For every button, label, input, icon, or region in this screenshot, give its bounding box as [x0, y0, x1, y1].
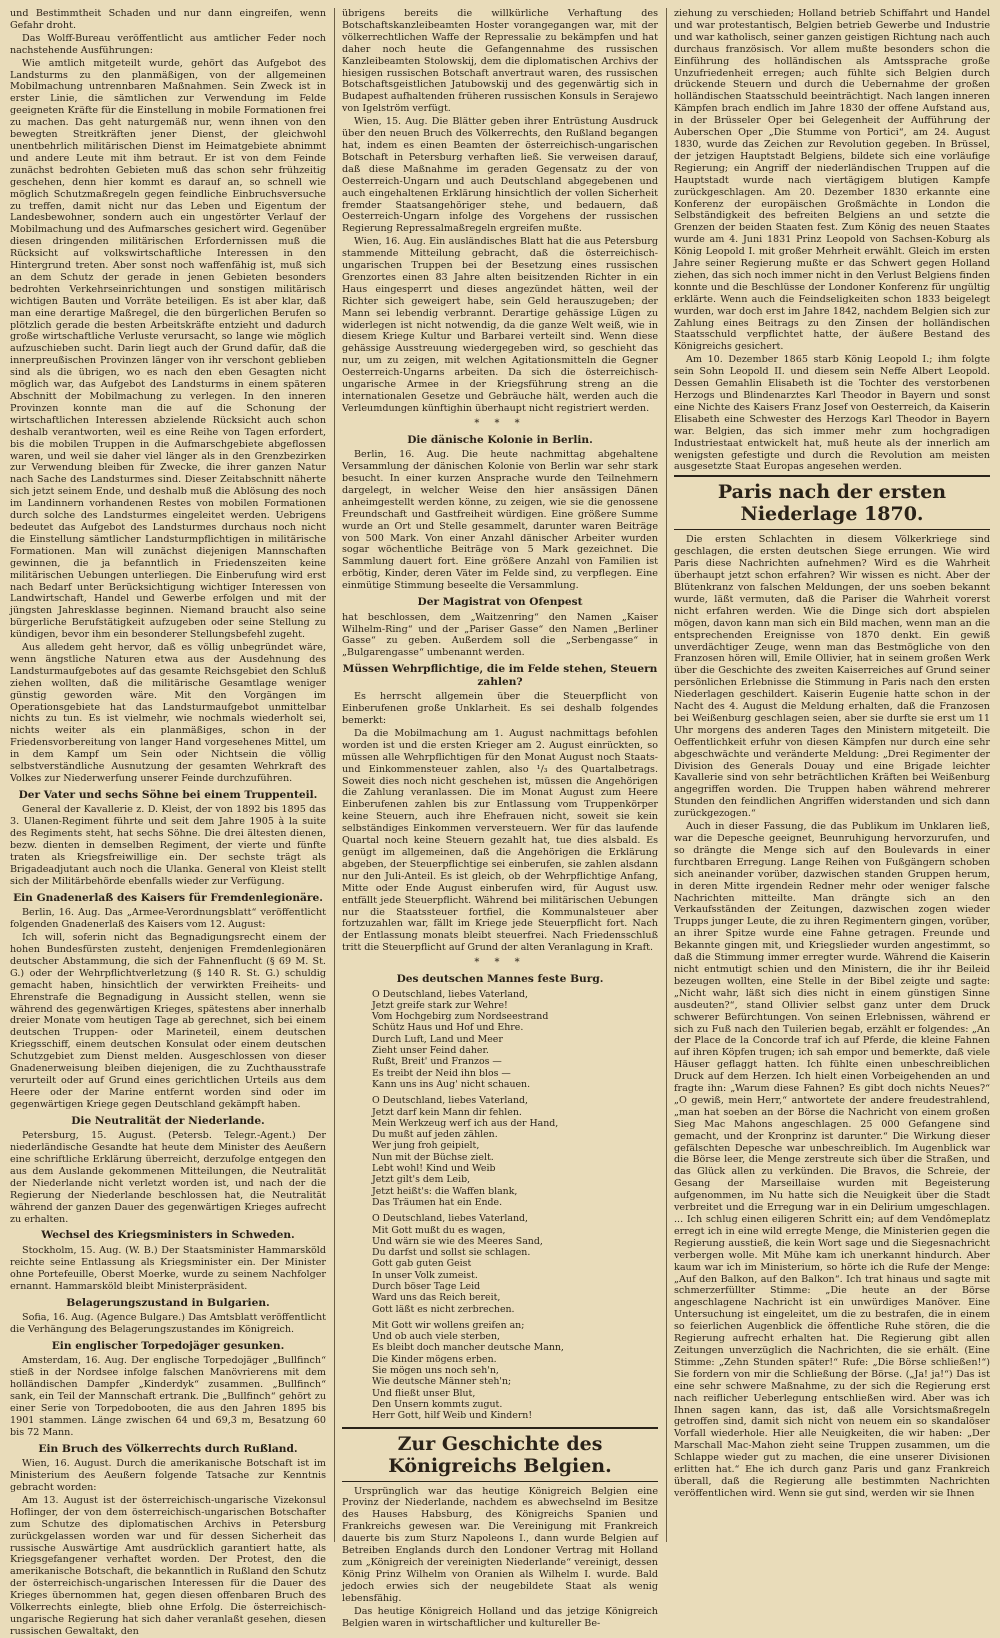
article-text: Wien, 16. Aug. Ein ausländisches Blatt hat die aus Petersburg stammende Mitteilung gebracht, daß die österreichisch-ungarischen Truppen bei der Besetzung eines russischen Grenzortes einen 83 Jahre alten beisitzenden Richter in ein Haus eingesperrt und dieses angezündet hätten, weil der Richter sich geweigert habe, sein Geld herauszugeben; der Mann sei lebendig verbrannt. Derartige gehässige Lügen zu widerlegen ist nicht notwendig, da die ganze Welt weiß, wie in diesem Kriege Kultur und Barbarei verteilt sind. Wenn diese gehässige Ausstreuung wiedergegeben wird, so geschieht das nur, um zu zeigen, mit welchen Agitationsmitteln die Gegner Oesterreich-Ungarns arbeiten. Da sich die österreichisch-ungarische Armee in der Kriegsführung streng an die internationalen Gesetze und Gebräuche hält, werden auch die Verleumdungen künftighin überhaupt nicht registriert werden. — [342, 236, 658, 414]
poem-line: Ward uns das Reich bereit, — [372, 1292, 501, 1304]
poem-stanza — [372, 1320, 658, 1422]
headline-daenische-kolonie: Die dänische Kolonie in Berlin. — [407, 433, 593, 446]
article-text: Berlin, 16. Aug. Das „Armee-Verordnungsblatt“ veröffentlicht folgenden Gnadenerlaß des Kaisers vom 12. August: — [10, 907, 326, 931]
poem-line: O Deutschland, liebes Vaterland, — [372, 1213, 529, 1225]
poem-line: Es treibt der Neid ihn blos — — [372, 1067, 511, 1079]
poem-line: In unser Volk zumeist. — [372, 1269, 478, 1281]
section-separator: * * * — [474, 417, 526, 429]
article-text: General der Kavallerie z. D. Kleist, der von 1892 bis 1895 das 3. Ulanen-Regiment führte und seit dem Jahre 1905 à la suite des Regiments steht, hat sechs Söhne. Die drei ältesten dienen, bezw. dienten in demselben Regiment, der vierte und fünfte traten als Kriegsfreiwillige ein. Der sechste trägt als Brigadeadjutant auch noch die Ulanka. General von Kleist stellt sich der Militärbehörde ebenfalls wieder zur Verfügung. — [10, 804, 326, 887]
section-separator: * * * — [474, 957, 526, 969]
poem-line: Durch Luft, Land und Meer — [372, 1033, 503, 1045]
article-text: und Bestimmtheit Schaden und nur dann eingreifen, wenn Gefahr droht. — [10, 8, 326, 31]
article-text: Wien, 15. Aug. Die Blätter geben ihrer Entrüstung Ausdruck über den neuen Bruch des Völkerrechts, den Rußland begangen hat, indem es einen Beamten der österreichisch-ungarischen Botschaft in Petersburg verhaften ließ. Sie verweisen darauf, daß diese Maßnahme im geraden Gegensatz zu der von Oesterreich-Ungarn und auch Deutschland abgegebenen und auch eingehaltenen Erklärung hinsichtlich der vollen Sicherheit fremder Staatsangehöriger stehe, und bedauern, daß Oesterreich-Ungarn infolge des Vorgehens der russischen Regierung Repressalmaßregeln ergreifen mußte. — [342, 116, 658, 235]
article-text: ziehung zu verschieden; Holland betrieb Schiffahrt und Handel und war protestantisch, Belgien betrieb Gewerbe und Industrie und war katholisch, seiner ganzen geistigen Richtung nach auch durchaus französisch. Vor allem mußte besonders schon die Einführung des holländischen als Amtssprache große Unzufriedenheit erregen; auch fühlte sich Belgien durch drückende Steuern und durch die Uebernahme der großen holländischen Staatsschuld beeinträchtigt. Nach langen inneren Kämpfen brach endlich im Jahre 1830 der offene Aufstand aus, in der Brüsseler Oper bei Gelegenheit der Aufführung der Auberschen Oper „Die Stumme von Portici“, am 24. August 1830, wurde das Zeichen zur Revolution gegeben. In Brüssel, der jetzigen Hauptstadt Belgiens, bildete sich eine vorläufige Regierung; ein Angriff der niederländischen Truppen auf die Hauptstadt wurde nach viertägigem blutigen Kampfe zurückgeschlagen. Am 20. Dezember 1830 erkannte eine Konferenz der europäischen Großmächte in London die Selbständigkeit des befreiten Belgiens an und setzte die Grenzen der beiden Staaten fest. Zum König des neuen Staates wurde am 4. Juni 1831 Prinz Leopold von Sachsen-Koburg als König Leopold I. mit großer Mehrheit erwählt. Gleich im ersten Jahre seiner Regierung mußte er das Schwert gegen Holland ziehen, das sich noch immer nicht in den Verlust Belgiens finden konnte und die Beschlüsse der Londoner Konferenz für ungültig erklärte. Wenn auch die Feindseligkeiten schon 1833 beigelegt wurden, war doch erst im Jahre 1842, nachdem Belgien sich zur Zahlung eines Beitrags zu den Zinsen der holländischen Staatsschuld verpflichtet hatte, der äußere Bestand des Königreichs gesichert. — [674, 8, 990, 353]
headline-kriegsminister: Wechsel des Kriegsministers in Schweden. — [41, 1229, 295, 1242]
article-text: Die ersten Schlachten in diesem Völkerkriege sind geschlagen, die ersten deutschen Siege errungen. Wie wird Paris diese Nachrichten aufnehmen? Wird es die Wahrheit überhaupt jetzt schon erfahren? Wir wissen es nicht. Aber der Blütenkranz von falschen Meldungen, der uns soeben bekannt wurde, läßt vermuten, daß die Pariser die Wahrheit vorerst nicht erfahren werden. Wie die Dinge sich dort abspielen mögen, davon kann man sich ein Bild machen, wenn man an die entsprechenden Ereignisse von 1870 denkt. Ein gewiß unverdächtiger Zeuge, wenn man das Bestmögliche von den Franzosen hören will, Emile Ollivier, hat in seinem großen Werk über die Geschichte des zweiten Kaiserreiches auf Grund seiner persönlichen Erlebnisse die Stimmung in Paris nach den ersten Niederlagen geschildert. Kaiserin Eugenie hatte schon in der Nacht des 4. August die Meldung erhalten, daß die Franzosen bei Weißenburg geschlagen seien, aber sie durfte sie erst um 11 Uhr morgens des anderen Tages den Ministern mitgeteilt. Die Oeffentlichkeit erfuhr von diesen Kämpfen nur durch eine sehr abgeschwächte und veränderte Meldung: „Drei Regimenter der Division des Generals Douay und eine Brigade leichter Kavallerie sind von sehr beträchtlichen Kräften bei Weißenburg angegriffen worden. Die Truppen haben während mehrerer Stunden den feindlichen Angriffen widerstanden und sich dann zurückgezogen.“ — [674, 534, 990, 820]
poem-line: Die Kinder mögens erben. — [372, 1353, 497, 1365]
poem-line: Du mußt auf jeden zählen. — [372, 1129, 498, 1141]
headline-magistrat: Der Magistrat von Ofenpest — [417, 596, 583, 609]
poem-line: O Deutschland, liebes Vaterland, — [372, 988, 529, 1000]
poem-line: Rußt, Breit' und Franzos — — [372, 1056, 502, 1068]
poem-line: Das Träumen hat ein Ende. — [372, 1196, 503, 1208]
article-text: Auch in dieser Fassung, die das Publikum im Unklaren ließ, war die Depesche geeignet, Beunruhigung hervorzurufen, und so drängte die Menge sich auf den Boulevards in einer furchtbaren Erregung. Lange Reihen von Fußgängern schoben sich aneinander vorüber, dazwischen standen Gruppen herum, in deren Mitte irgendein Redner mehr oder weniger falsche Nachrichten mitteilte. Man drängte sich an den Verkaufsständen der Zeitungen, dazwischen zogen wieder Trupps junger Leute, die zu ihren Regimentern gingen, vorüber, an ihrer Spitze wurde eine Fahne getragen. Freunde und Bekannte gingen mit, und Kriegslieder wurden angestimmt, so daß die Stimmung immer erregter wurde. Während die Kaiserin nicht entmutigt schien und den Ministern, die ihr ihr Beileid bezeugen wollten, eine Stelle in der Bibel zeigte und sagte: „Nicht wahr, läßt sich dies nicht in einem günstigen Sinne ausdeuten?“, stand Ollivier selbst ganz unter dem Druck schwerer Befürchtungen. Von seinen Erlebnissen, während er sich zu Fuß nach den Tuilerien begab, erzählt er folgendes: „An der Place de la Concorde traf ich auf Pferde, die kleine Fahnen auf ihren Köpfen trugen; ich sah empor und bemerkte, daß viele Häuser geflaggt hatten. Ich fühlte einen unbeschreiblichen Druck auf dem Herzen. Ich hielt einen Vorbeigehenden an und fragte ihn: „Warum diese Fahnen? Es gibt doch nichts Neues?“ „O gewiß, mein Herr,“ antwortete der andere freudestrahlend, „man hat soeben an der Börse die Nachricht von einem großen Sieg Mac Mahons angeschlagen. 25 000 Gefangene sind gemacht, und der Kronprinz ist darunter.“ Die Wirkung dieser gefälschten Depesche war unbeschreiblich. Im Augenblick war die Börse leer, die Menge zerstreute sich über die Straßen, und das Glück allen zu verkünden. Die Bravos, die Schreie, der Gesang der Marseillaise wurden mit Begeisterung aufgenommen, im Nu hatte sich die Neuigkeit über die Stadt verbreitet und die Erregung war in ein Delirium umgeschlagen. ... Ich schlug einen eiligeren Schritt ein; auf dem Vendômeplatz erregt ich in eine wild erregte Menge, die Ministerien gegen die Regierung ausstieß, die kein Wort sage und die Siegesnachricht verbergen wolle. Mit Mühe kam ich unerkannt hindurch. Aber kaum war ich im Ministerium, so hörte ich die Rufe der Menge: „Auf den Balkon, auf den Balkon“. Ich trat hinaus und sagte mit schmerzerfüllter Stimme: „Die heute an der Börse angeschlagene Nachricht ist ein unwürdiges Manöver. Eine Untersuchung ist eingeleitet, um die zu bestrafen, die in einem so feierlichen Augenblick die öffentliche Ruhe stören, die die Regierung aufrecht erhalten hat. Die Regierung gibt allen Zeitungen unverzüglich die Nachrichten, die sie erhält. (Eine Stimme: „Zehn Stunden später!“ Rufe: „Die Börse schließen!“) Sie fordern von mir die Schließung der Börse. („Ja! ja!“) Das ist eine sehr schwere Maßnahme, zu der sich die Regierung erst nach reiflicher Ueberlegung entschließen wird. Aber was ich Ihnen sagen kann, das ist, daß alle Vorsichtsmaßregeln getroffen sind, damit sich nicht von neuem ein so skandalöser Vorfall wiederhole. Hier alle Neuigkeiten, die wir haben: „Der Marschall Mac-Mahon zieht seine Truppen zusammen, um die Schlappe wieder gut zu machen, die eine unserer Divisionen erlitten hat.“ Ehe ich durch ganz Paris und ganz Frankreich überall, daß die Regierung alle bestimmten Nachrichten veröffentlichen wird. Wenn sie gut sind, werden wir sie Ihnen — [674, 821, 990, 1499]
headline-poem: Des deutschen Mannes feste Burg. — [396, 973, 604, 986]
article-text: Berlin, 16. Aug. Die heute nachmittag abgehaltene Versammlung der dänischen Kolonie von Berlin war sehr stark besucht. In einer kurzen Ansprache wurde den Teilnehmern dargelegt, in welcher Weise den hier ansässigen Dänen anheimgestellt werden könne, zu zeigen, wie sie die genossene Freundschaft und Gastfreiheit würdigen. Eine größere Summe wurde an Ort und Stelle gesammelt, darunter waren Beiträge von 500 Mark. Von einer Anzahl dänischer Arbeiter wurden sogar wöchentliche Beiträge von 5 Mark gezeichnet. Die Sammlung dauert fort. Eine größere Anzahl von Familien ist erbötig, Kinder, deren Väter im Felde sind, zu verpflegen. Eine einmütige Stimmung beseelte die Versammlung. — [342, 449, 658, 592]
poem-line: Jetzt darf kein Mann dir fehlen. — [372, 1106, 522, 1118]
poem-line: Sie mögen uns noch seh'n, — [372, 1365, 499, 1377]
poem-line: Mein Werkzeug werf ich aus der Hand, — [372, 1117, 559, 1129]
poem-line: Zieht unser Feind daher. — [372, 1045, 489, 1057]
poem-stanza — [372, 989, 658, 1091]
article-text: übrigens bereits die willkürliche Verhaftung des Botschaftskanzleibeamten Hoster vorangegangen war, mit der völkerrechtlichen Waffe der Repressalie zu bekämpfen und hat daher noch heute die Gefangennahme des russischen Kanzleibeamten Stolowskij, dem die diplomatischen Archivs der hiesigen russischen Botschaft anvertraut waren, des russischen Botschaftsgeistlichen Jatubowskij und des gegenwärtig sich in Budapest aufhaltenden früheren russischen Konsuls in Serajewo von Igelström verfügt. — [342, 8, 658, 115]
poem-line: Gott läßt es nicht zerbrechen. — [372, 1303, 515, 1315]
poem-line: Lebt wohl! Kind und Weib — [372, 1163, 496, 1175]
poem-line: Herr Gott, hilf Weib und Kindern! — [372, 1410, 533, 1422]
article-text: Am 10. Dezember 1865 starb König Leopold I.; ihm folgte sein Sohn Leopold II. und diesem sein Neffe Albert Leopold. Dessen Gemahlin Elisabeth ist die Tochter des verstorbenen Herzogs und Blindenarztes Karl Theodor in Bayern und sonst eine Nichte des Kaisers Franz Josef von Oesterreich, da Kaiserin Elisabeth eine Schwester des Herzogs Karl Theodor in Bayern war. Belgien, das sich immer mehr zum hochgradigen Industriestaat entwickelt hat, muß heute als der innerlich am wenigsten gefestigte und durch die Revolution am meisten ausgesetzte Staat Europas angesehen werden. — [674, 354, 990, 473]
poem-line: Jetzt gilt's dem Leib, — [372, 1174, 471, 1186]
article-text: Das Wolff-Bureau veröffentlicht aus amtlicher Feder noch nachstehende Ausführungen: — [10, 32, 326, 56]
poem-line: Und wärn sie wie des Meeres Sand, — [372, 1235, 543, 1247]
poem-line: Mit Gott mußt du es wagen, — [372, 1224, 506, 1236]
headline-gnadenerlass: Ein Gnadenerlaß des Kaisers für Fremdenlegionäre. — [13, 891, 323, 904]
article-text: Sofia, 16. Aug. (Agence Bulgare.) Das Amtsblatt veröffentlicht die Verhängung des Belagerungszustandes im Königreich. — [10, 1312, 326, 1335]
headline-paris-1870: Paris nach der ersten Niederlage 1870. — [674, 475, 990, 530]
article-text: Aus alledem geht hervor, daß es völlig unbegründet wäre, wenn ängstliche Naturen etwa aus der Ausdehnung des Landsturmaufgebotes auf das gesamte Reichsgebiet den Schluß ziehen wollten, daß die militärische Gesamtlage weniger günstig geworden wäre. Mit den Vorgängen im Operationsgebiete hat das Landsturmaufgebot unmittelbar nichts zu tun. Es ist vielmehr, wie nochmals wiederholt sei, nichts weiter als ein planmäßiges, schon in der Friedensvorbereitung von langer Hand vorgesehenes Mittel, um in dem Kampf um Sein oder Nichtsein die völlig selbstverständliche Ausnutzung der gesamten Wehrkraft des Volkes zur Niederwerfung unserer Feinde durchzuführen. — [10, 642, 326, 784]
poem-line: Nun mit der Büchse zielt. — [372, 1151, 494, 1163]
poem — [372, 989, 658, 1422]
poem-line: Du darfst und sollst sie schlagen. — [372, 1247, 531, 1259]
article-text: Das heutige Königreich Holland und das jetzige Königreich Belgien waren in wirtschaftlicher und kultureller Be- — [342, 1605, 658, 1629]
article-text: Amsterdam, 16. Aug. Der englische Torpedojäger „Bullfinch“ stieß in der Nordsee infolge falschen Manövrierens mit dem holländischen Dampfer „Kinderdyk“ zusammen. „Bullfinch“ sank, ein Teil der Mannschaft ertrank. Die „Bullfinch“ gehört zu einer Serie von Torpedobooten, die aus den Jahren 1895 bis 1901 stammen. Länge zwischen 64 und 69,3 m, Besatzung 60 bis 72 Mann. — [10, 1355, 326, 1438]
poem-line: Schütz Haus und Hof und Ehre. — [372, 1022, 524, 1034]
article-text: Ich will, soferin nicht das Begnadigungsrecht einem der hohen Bundesfürsten zusteht, denjenigen Fremdenlegionären deutscher Abstammung, die sich der Fahnenflucht (§ 69 M. St. G.) oder der Wehrpflichtverletzung (§ 140 R. St. G.) schuldig gemacht haben, hinsichtlich der verwirkten Freiheits- und Ehrenstrafe die Begnadigung in Aussicht stellen, wenn sie während des gegenwärtigen Krieges, spätestens aber innerhalb dreier Monate vom heutigen Tage ab gerechnet, sich bei einem deutschen Truppen- oder Marineteil, einem deutschen Kriegsschiff, einem deutschen Konsulat oder einem deutschen Schutzgebiet zum Dienst melden. Ausgeschlossen von dieser Gnadenerweisung bleiben diejenigen, die zu Zuchthausstrafe verurteilt oder auf Grund eines gerichtlichen Urteils aus dem Heere oder der Marine entfernt worden sind oder im gegenwärtigen Kriege gegen Deutschland gekämpft haben. — [10, 932, 326, 1110]
poem-line: Wer jung froh geipielt, — [372, 1140, 480, 1152]
article-text: Wie amtlich mitgeteilt wurde, gehört das Aufgebot des Landsturms zu den planmäßigen, von der allgemeinen Mobilmachung untrennbaren Maßnahmen. Sein Zweck ist in erster Linie, die sämtlichen zur Verwendung im Felde geeigneten Kräfte für die Einstellung in mobile Formationen frei zu machen. Das geht naturgemäß nur, wenn ihnen von den bewegten Streitkräften jener Dienst, der gleichwohl unentbehrlich militärischen Dienst im Heimatgebiete abnimmt und andere Leute mit ihm betraut. Er ist von dem Feinde zunächst bedrohten Gebieten muß das schon sehr frühzeitig geschehen, denn hier kommt es darauf an, so schnell wie möglich Schutzmaßregeln gegen feindliche Einbruchsversuche zu treffen, damit nicht nur das Leben und Eigentum der Landesbewohner, sondern auch ein ungestörter Verlauf der Mobilmachung und des Aufmarsches gesichert wird. Gegenüber diesen dringenden militärischen Erfordernissen muß die Rücksicht auf volkswirtschaftliche Interessen in den Hintergrund treten. Aber sonst noch waffenfähig ist, muß sich an dem Schutz der gerade in jenen Gebieten besonders bedrohten Verkehrseinrichtungen und sonstigen militärisch wichtigen Bauten und Vorräte beteiligen. Es ist aber klar, daß man eine derartige Maßregel, die den bürgerlichen Berufen so plötzlich gerade die besten Arbeitskräfte entzieht und dadurch große wirtschaftliche Verluste verursacht, so lange wie möglich aufzuschieben sucht. Darin liegt auch der Grund dafür, daß die innerpreußischen Provinzen länger von ihr verschont geblieben sind als die übrigen, wo es nach den eben Gesagten nicht möglich war, das Aufgebot des Landsturms in einem späteren Abschnitt der Mobilmachung zu verlegen. In den inneren Provinzen konnte man die auf die Schonung der wirtschaftlichen Interessen abzielende Rücksicht auch schon deshalb verantworten, weil es eine Reihe von Tagen erfordert, bis die mobilen Truppen in die Aufmarschgebiete abgeflossen waren, und weil sie daher viel länger als in den Grenzbezirken zur Verwendung bleiben für Zwecke, die ihrer ganzen Natur nach Sache des Landsturmes sind. Dieser Zeitabschnitt näherte sich jetzt seinem Ende, und deshalb muß die Ablösung des noch im Landinnern vorhandenen Restes von mobilen Formationen durch solche des Landsturmes eingeleitet werden. Uebrigens bedeutet das Aufgebot des Landsturmes durchaus noch nicht die Einstellung sämtlicher Landsturmpflichtigen in militärische Formationen. Man will zunächst diejenigen Mannschaften gewinnen, die ja befanntlich in Friedenszeiten keine militärischen Uebungen unterliegen. Die Einberufung wird erst nach Bedarf unter Berücksichtigung wichtiger Interessen von Landwirtschaft, Handel und Gewerbe erfolgen und mit der jüngsten Jahresklasse beginnen. Niemand braucht also seine bürgerliche Berufstätigkeit aufzugeben oder seine Stellung zu kündigen, bevor ihm ein besonderer Stellungsbefehl zugeht. — [10, 57, 326, 641]
column-middle — [334, 8, 658, 1629]
headline-steuern: Müssen Wehrpflichtige, die im Felde stehen, Steuern zahlen? — [342, 663, 658, 688]
article-text: Es herrscht allgemein über die Steuerpflicht von Einberufenen große Unklarheit. Es sei deshalb folgendes bemerkt: — [342, 691, 658, 727]
poem-line: Vom Hochgebirg zum Nordseestrand — [372, 1011, 549, 1023]
headline-voelkerrecht: Ein Bruch des Völkerrechts durch Rußland. — [38, 1442, 298, 1455]
poem-line: Gott gab guten Geist — [372, 1258, 472, 1270]
poem-line: O Deutschland, liebes Vaterland, — [372, 1095, 529, 1107]
headline-bulgarien: Belagerungszustand in Bulgarien. — [66, 1296, 270, 1309]
article-text: Petersburg, 15. August. (Petersb. Telegr.-Agent.) Der niederländische Gesandte hat heute dem Minister des Aeußern eine schriftliche Erklärung überreicht, derzufolge entgegen den aus dem Auslande gekommenen Mitteilungen, die Neutralität der Niederlande nicht verletzt worden ist, und nach der die Regierung der Niederlande beschlossen hat, die Neutralität während der ganzen Dauer des gegenwärtigen Krieges aufrecht zu erhalten. — [10, 1130, 326, 1225]
poem-line: Und ob auch viele sterben, — [372, 1331, 500, 1343]
column-right — [666, 8, 990, 1542]
article-text: Wien, 16. August. Durch die amerikanische Botschaft ist im Ministerium des Aeußern folgende Tatsache zur Kenntnis gebracht worden: — [10, 1458, 326, 1493]
poem-stanza — [372, 1095, 658, 1208]
article-text: Ursprünglich war das heutige Königreich Belgien eine Provinz der Niederlande, nachdem es abwechselnd im Besitze des Hauses Habsburg, des Königreichs Spanien und Frankreichs gewesen war. Die Vereinigung mit Frankreich dauerte bis zum Sturz Napoleons I., dann wurde Belgien auf Betreiben Englands durch den Londoner Vertrag mit Holland zum „Königreich der vereinigten Niederlande“ vereinigt, dessen König Prinz Wilhelm von Oranien als Wilhelm I. wurde. Bald jedoch erwies sich der neugebildete Staat als wenig lebensfähig. — [342, 1485, 658, 1604]
poem-line: Durch böser Tage Leid — [372, 1280, 481, 1292]
poem-line: Es bleibt doch mancher deutsche Mann, — [372, 1342, 564, 1354]
headline-neutralitaet: Die Neutralität der Niederlande. — [71, 1114, 265, 1127]
article-text: Da die Mobilmachung am 1. August nachmittags befohlen worden ist und die ersten Krieger am 2. August einrückten, so müssen alle Wehrpflichtigen für den Monat August noch Staats- und Einkommensteuer zahlen, also ¹/₃ des Quartalbetrags. Soweit dies noch nicht geschehen ist, müssen die Angehörigen die Zahlung veranlassen. Die im Monat August zum Heere Einberufenen zahlen bis zur Entlassung vom Truppenkörper keine Steuern, auch ihre Ehefrauen nicht, soweit sie kein selbständiges Einkommen verversteuern. Wer für das laufende Quartal noch keine Steuern gezahlt hat, tue dies alsbald. Es genügt im allgemeinen, daß die Angehörigen die Erklärung abgeben, der Steuerpflichtige sei einberufen, sie zahlen alsdann nur den Juli-Anteil. Es ist gleich, ob der Wehrpflichtige Anfang, Mitte oder Ende August einberufen wird, für August usw. entfällt jede Steuerpflicht. Während bei militärischen Uebungen nur die Staatssteuer fortfiel, die Kommunalsteuer aber fortzuzahlen war, fällt im Kriege jede Steuerpflicht fort. Nach der Entlassung monats bleibt steuerfrei. Nach Friedensschluß tritt die Steuerpflicht auf Grund der alten Veranlagung in Kraft. — [342, 727, 658, 954]
poem-line: Den Unsern kommts zugut. — [372, 1398, 503, 1410]
poem-stanza — [372, 1213, 658, 1315]
column-left — [10, 8, 326, 1637]
poem-line: Jetzt heißt's: die Waffen blank, — [372, 1185, 518, 1197]
poem-line: Jetzt greife stark zur Wehre! — [372, 999, 508, 1011]
poem-line: Mit Gott wir wollens greifen an; — [372, 1319, 525, 1331]
poem-line: Und fließt unser Blut, — [372, 1387, 476, 1399]
poem-line: Kann uns ins Aug' nicht schauen. — [372, 1078, 531, 1090]
article-text: hat beschlossen, dem „Waitzenring“ den Namen „Kaiser Wilhelm-Ring“ und der „Pariser Gasse“ den Namen „Berliner Gasse“ zu geben. Außerdem soll die „Serbengasse“ in „Bulgarengasse“ umbenannt werden. — [342, 611, 658, 659]
article-text: Am 13. August ist der österreichisch-ungarische Vizekonsul Hoflinger, der von dem österreichisch-ungarischen Botschafter zum Schutze des diplomatischen Archivs in Petersburg zurückgelassen worden war und für dessen Sicherheit das russische Auswärtige Amt ausdrücklich garantiert hatte, als Kriegsgefangener verhaftet worden. Der Protest, den die amerikanische Botschaft, die bekanntlich in Rußland den Schutz der österreichisch-ungarischen Interessen für die Dauer des Krieges übernommen hat, gegen diesen offenbaren Bruch des Völkerrechts einlegte, blieb ohne Erfolg. Die österreichisch-ungarische Regierung hat sich daher veranlaßt gesehen, diesen russischen Gewaltakt, den — [10, 1494, 326, 1637]
poem-line: Wie deutsche Männer steh'n; — [372, 1376, 512, 1388]
headline-torpedojaeger: Ein englischer Torpedojäger gesunken. — [51, 1339, 285, 1352]
headline-vater-soehne: Der Vater und sechs Söhne bei einem Truppenteil. — [18, 788, 318, 801]
headline-belgien: Zur Geschichte des Königreichs Belgien. — [342, 1427, 658, 1482]
article-text: Stockholm, 15. Aug. (W. B.) Der Staatsminister Hammarsköld reichte seine Entlassung als Kriegsminister ein. Der Minister ohne Portefeuille, Oberst Moerke, wurde zu seinem Nachfolger ernannt. Hammarsköld bleibt Ministerpräsident. — [10, 1244, 326, 1292]
